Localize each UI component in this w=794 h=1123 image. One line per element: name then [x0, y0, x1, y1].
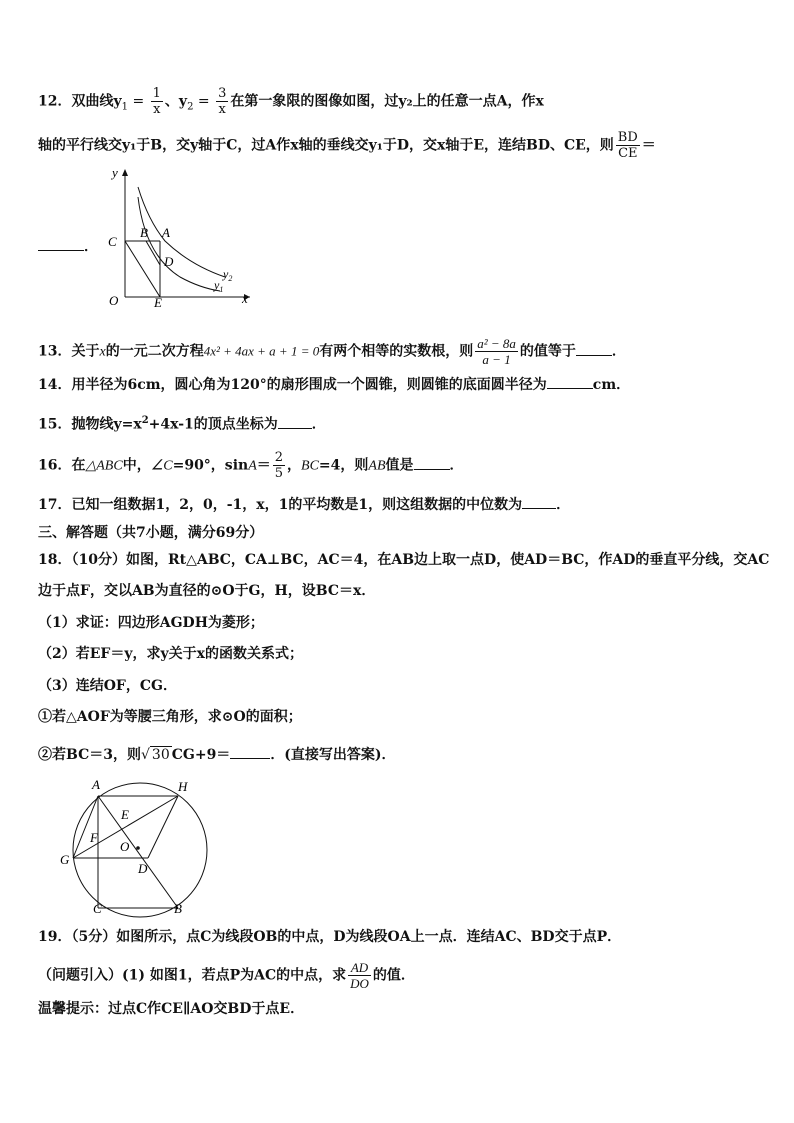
q16-answer-blank[interactable]: [414, 455, 450, 470]
fig12-b-label: B: [140, 225, 148, 240]
q18-part3: （3）连结OF，CG．: [38, 678, 177, 694]
q16-line: 16．在△ABC中，∠C=90°，sinA＝ $\frac{2}{5}$ ，BC=4，则AB值是 ．: [38, 450, 464, 481]
q12-line2: 轴的平行线交y₁于B，交y轴于C，过A作x轴的垂线交y₁于D，交x轴于E，连结BD、CE，则 $\frac{BD}{CE}$ ＝: [38, 130, 656, 161]
q12-answer-blank[interactable]: [38, 236, 84, 251]
q16-fraction: $\frac{2}{5}$: [274, 450, 284, 481]
fig12-c-label: C: [108, 234, 117, 249]
q19-line1: 19．（5分）如图所示，点C为线段OB的中点，D为线段OA上一点．连结AC、BD交于点P．: [38, 929, 622, 945]
q18-answer-blank[interactable]: [230, 744, 270, 759]
fig18-g-label: G: [60, 852, 70, 867]
fraction-1-over-x: $\frac{1}{x}$: [152, 86, 161, 117]
fraction-3-over-x: $\frac{3}{x}$: [218, 86, 227, 117]
q18-part2: （2）若EF＝y，求y关于x的函数关系式；: [38, 646, 303, 662]
fig12-x-label: x: [242, 291, 248, 306]
q18-sub2: ②若BC＝3，则√ 30 CG+9＝ ．(直接写出答案)．: [38, 744, 396, 765]
q18-sub1: ①若△AOF为等腰三角形，求⊙O的面积；: [38, 709, 302, 725]
q15-line: 15．抛物线$y=x^2+4x-1$的顶点坐标为 ．: [38, 415, 326, 433]
q14-answer-blank[interactable]: [547, 374, 593, 389]
q19-line2: （问题引入）(1) 如图1，若点P为AC的中点，求 $\frac{AD}{DO}$ 的值．: [38, 960, 415, 991]
q19-hint: 温馨提示：过点C作CE∥AO交BD于点E．: [38, 1001, 305, 1017]
q13-line: 13．关于x的一元二次方程4x² + 4ax + a + 1 = 0有两个相等的实数根，则 $\frac{\text{a² − 8a}}{a - 1}$ 的值等于 ．: [38, 336, 626, 367]
fig18-o-label: O: [120, 839, 130, 854]
q12-line1: 12．双曲线$y_1$ = $\frac{1}{x}$ 、$y_2$ = $\frac{3}{x}$ 在第一象限的图像如图，过y₂上的任意一点A，作x: [38, 86, 544, 117]
q13-fraction: $\frac{\text{a² − 8a}}{a - 1}$: [477, 336, 516, 367]
figure-hyperbola: [100, 165, 260, 310]
fig18-a-label: A: [92, 777, 100, 792]
fig18-b-label: B: [174, 901, 182, 916]
q14-line: 14．用半径为6cm，圆心角为120°的扇形围成一个圆锥，则圆锥的底面圆半径为 cm．: [38, 374, 630, 395]
q19-fraction: $\frac{AD}{DO}$: [350, 960, 369, 991]
q18-part1: （1）求证：四边形AGDH为菱形；: [38, 615, 264, 631]
fig18-d-label: D: [138, 861, 148, 876]
figure-circle: [56, 772, 216, 920]
q17-answer-blank[interactable]: [522, 494, 556, 509]
q17-line: 17．已知一组数据1，2，0，-1，x，1的平均数是1，则这组数据的中位数为 ．: [38, 494, 570, 515]
fraction-bd-over-ce: $\frac{BD}{CE}$: [617, 130, 638, 161]
fig12-a-label: A: [162, 225, 170, 240]
q13-answer-blank[interactable]: [576, 341, 612, 356]
fig18-f-label: F: [90, 830, 98, 845]
fig18-c-label: C: [93, 901, 102, 916]
fig12-y2-label: $y_2$: [223, 267, 233, 283]
q18-line2: 边于点F，交以AB为直径的⊙O于G，H，设BC＝x．: [38, 583, 376, 599]
fig18-e-label: E: [121, 807, 129, 822]
q12-answer-line: ．: [38, 236, 98, 257]
fig12-y1-label: $y_1$: [214, 278, 224, 294]
fig12-y-label: y: [112, 165, 118, 180]
fig12-d-label: D: [164, 254, 174, 269]
q18-line1: 18．（10分）如图，Rt△ABC，CA⊥BC，AC＝4，在AB边上取一点D，使AD＝BC，作AD的垂直平分线，交AC: [38, 552, 770, 568]
q15-answer-blank[interactable]: [278, 414, 312, 429]
fig18-h-label: H: [178, 779, 188, 794]
fig12-o-label: O: [109, 293, 119, 308]
section-3-heading: 三、解答题（共7小题，满分69分）: [38, 525, 264, 541]
fig12-e-label: E: [154, 295, 162, 310]
